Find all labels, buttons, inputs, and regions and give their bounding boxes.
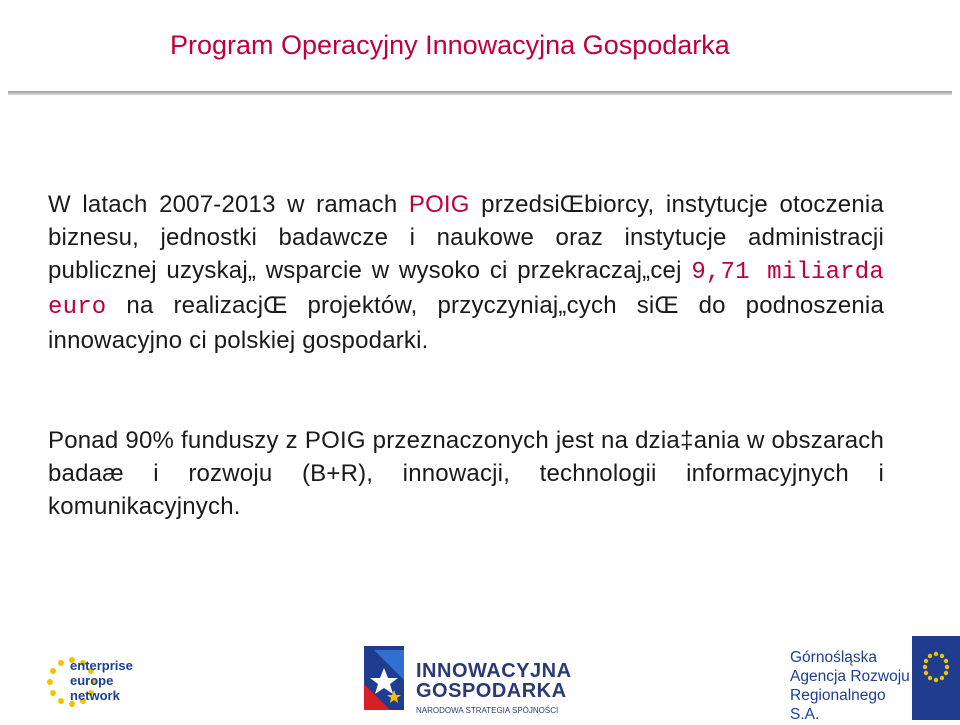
garr-line-1: Górnośląska (790, 649, 878, 666)
page-title: Program Operacyjny Innowacyjna Gospodarka (170, 30, 730, 60)
p1-text-middle: przedsiŒbiorcy, instytucje otoczenia biznesu, jednostki badawcze i naukowe oraz instytucje administracji publicznej uzyskaj„ wsparcie w wysoko ci przekraczaj„cej (48, 191, 884, 284)
garr-line-2: Agencja Rozwoju (790, 668, 910, 685)
ig-line-1: INNOWACYJNA (416, 660, 572, 682)
ig-line-2: GOSPODARKA (416, 680, 567, 702)
garr-logo (790, 648, 910, 724)
een-line-1: enterprise (70, 658, 133, 673)
een-line-2: europe (70, 673, 114, 688)
ig-star-mark-icon (360, 640, 412, 716)
title-divider (8, 91, 952, 95)
p1-text-end: na realizacjŒ projektów, przyczyniaj„cych siŒ do podnoszenia innowacyjno ci polskiej gospodarki. (48, 292, 884, 354)
eu-flag (912, 636, 960, 720)
paragraph-funding-intro (48, 188, 884, 357)
ig-line-3: NARODOWA STRATEGIA SPÓJNOŚCI (416, 706, 559, 715)
enterprise-europe-network-logo (44, 648, 174, 716)
p1-text-start: W latach 2007-2013 w ramach (48, 191, 409, 218)
paragraph-funding-share: Ponad 90% funduszy z POIG przeznaczonych jest na dzia‡ania w obszarach badaæ i rozwoju (B+R), innowacji, technologii informacyjnych i komunikacyjnych. (48, 427, 884, 520)
innowacyjna-gospodarka-logo (360, 640, 572, 716)
een-logo-text (70, 658, 133, 703)
eu-stars-icon (912, 636, 960, 720)
amount-highlight: 9,71 miliarda euro (48, 259, 884, 321)
poig-highlight: POIG (408, 191, 470, 218)
garr-line-3: Regionalnego S.A. (790, 687, 886, 723)
een-line-3: network (70, 688, 120, 703)
